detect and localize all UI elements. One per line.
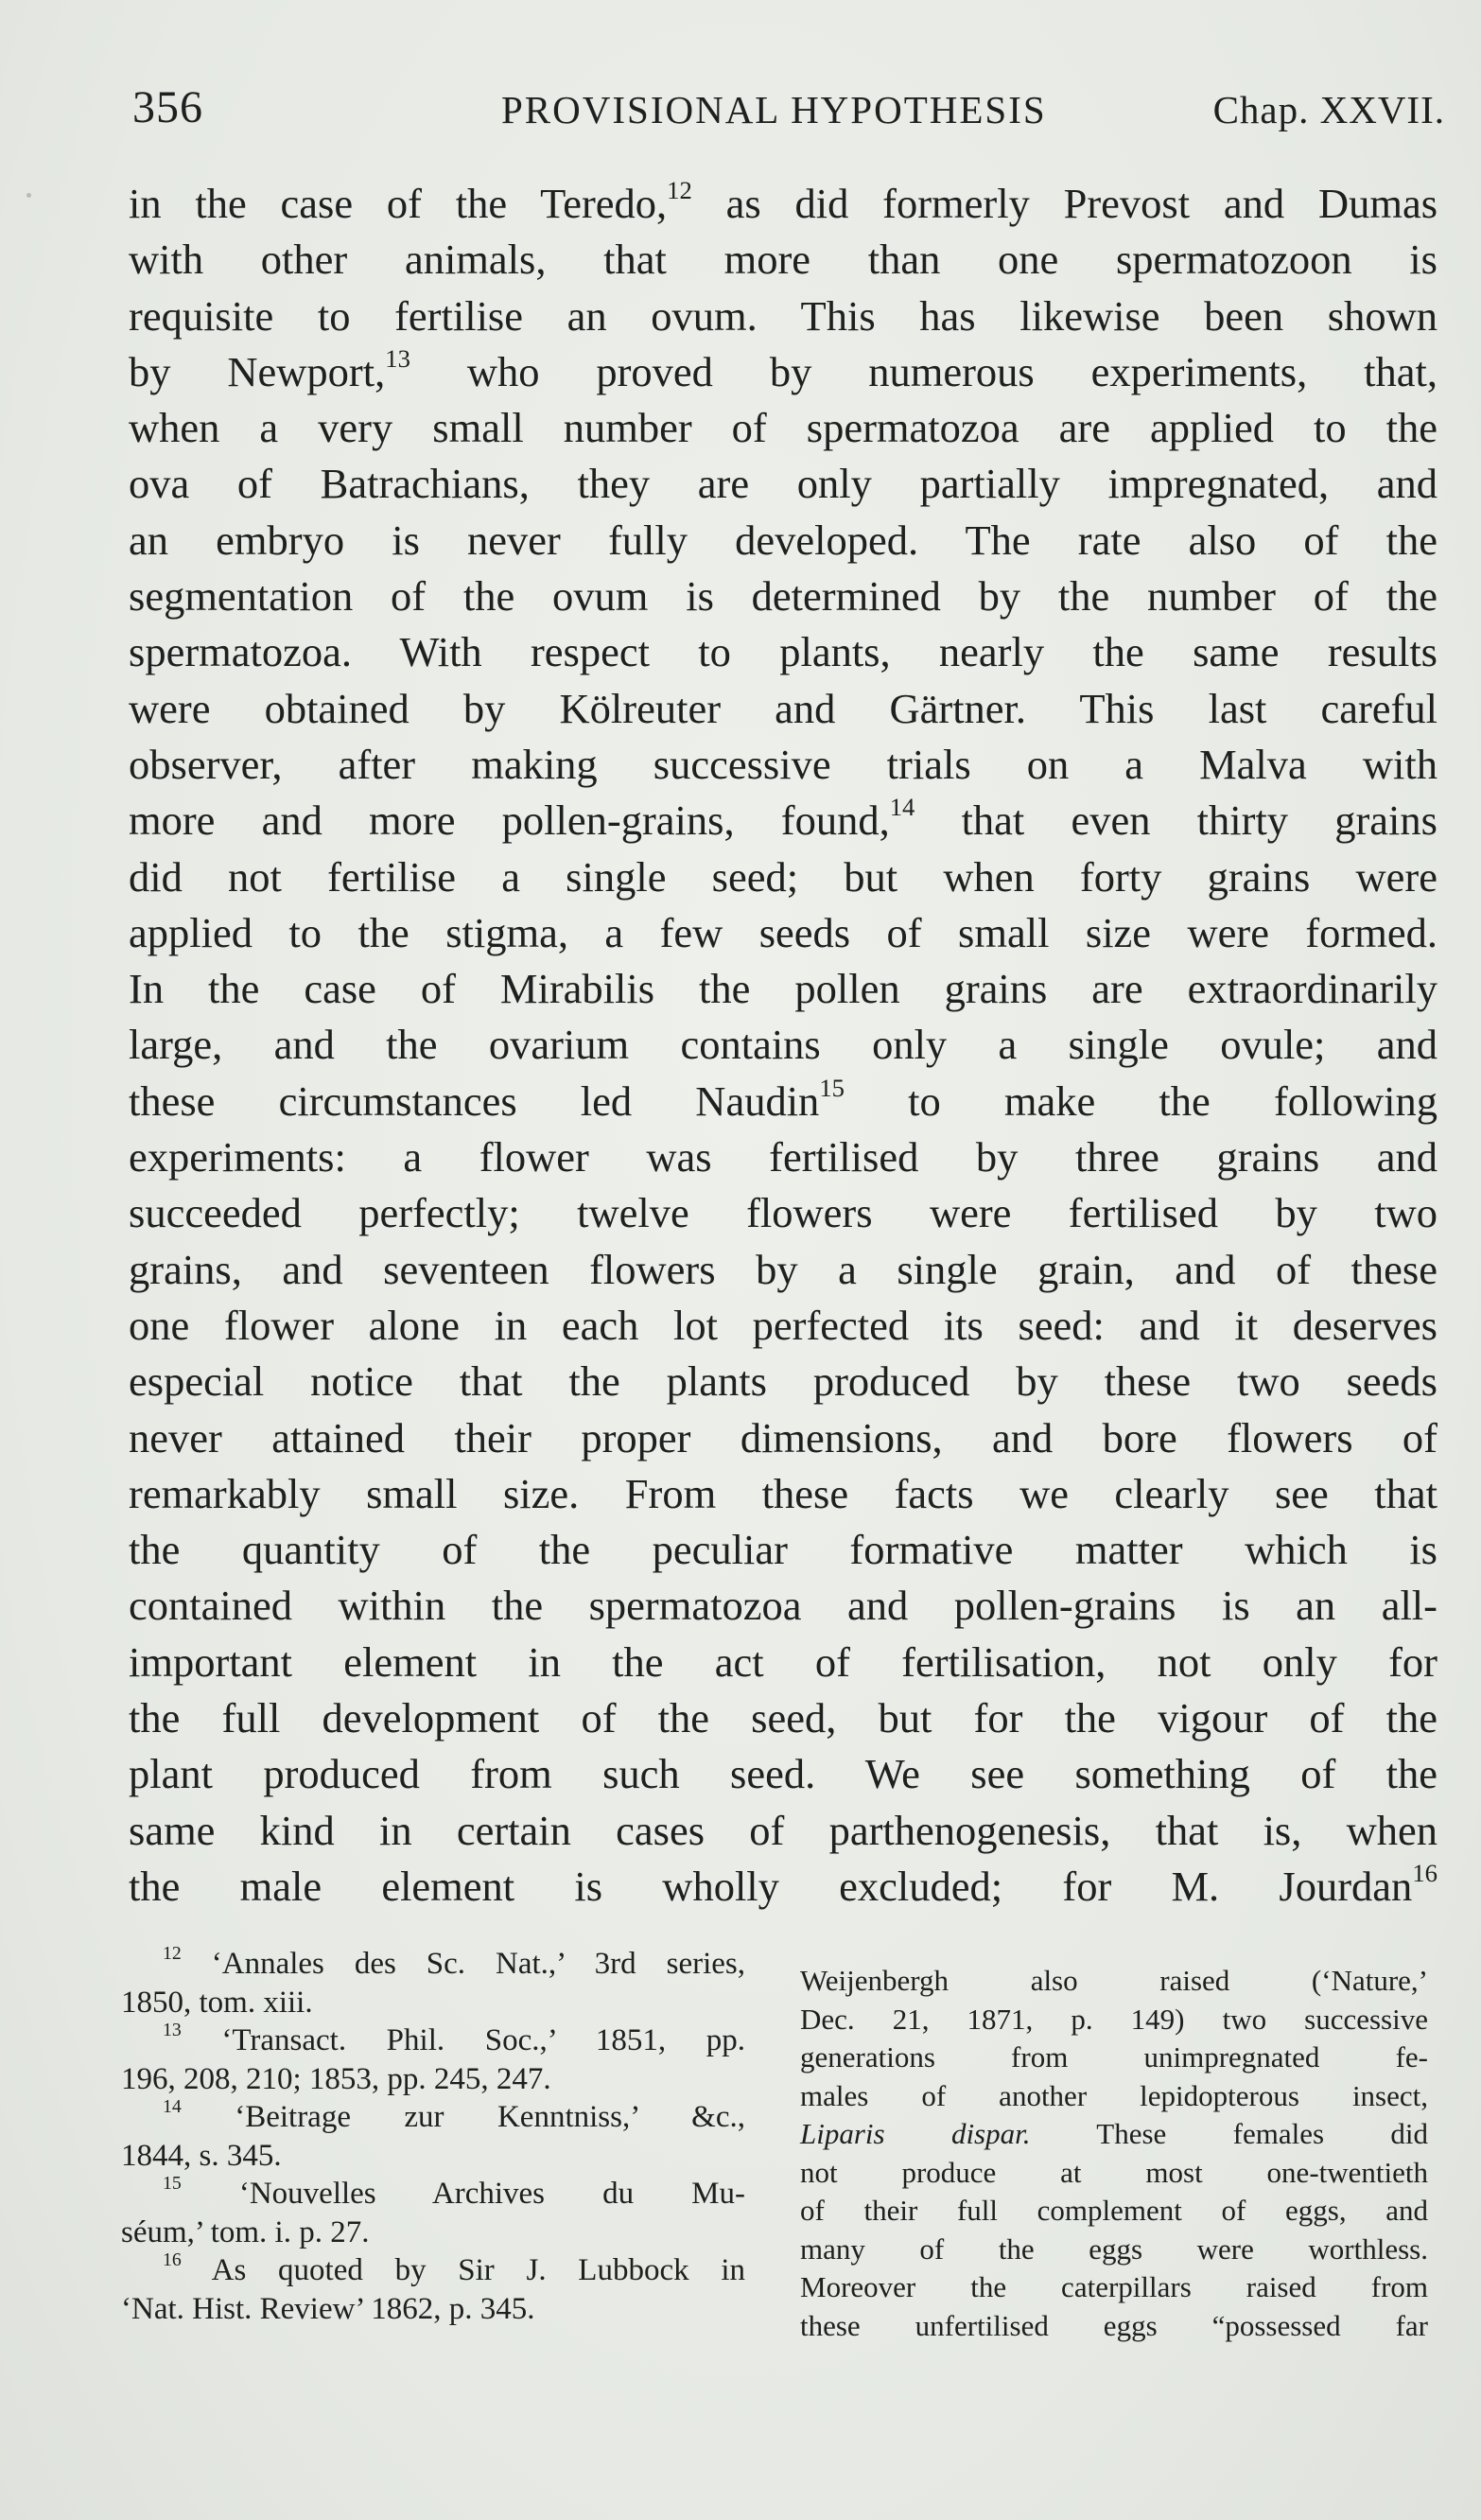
footnote-line bbox=[800, 2115, 1428, 2154]
footnote-line bbox=[121, 1945, 745, 1984]
body-line-text: segmentation of the ovum is determined by the number of the bbox=[129, 572, 1437, 621]
body-line bbox=[129, 1410, 1437, 1466]
body-line bbox=[129, 1242, 1437, 1298]
body-line-text: contained within the spermatozoa and pollen-grains is an all- bbox=[129, 1582, 1437, 1630]
body-line-text: experiments: a flower was fertilised by three grains and bbox=[129, 1133, 1437, 1181]
footnote-line bbox=[800, 2307, 1428, 2346]
body-line-text: same kind in certain cases of parthenogenesis, that is, when bbox=[129, 1806, 1437, 1854]
footnote-line bbox=[121, 2290, 745, 2329]
body-line bbox=[129, 1354, 1437, 1409]
footnote-text: Dec. 21, 1871, p. 149) two successive bbox=[800, 2002, 1428, 2036]
body-line-text: more and more pollen-grains, found, bbox=[129, 796, 890, 845]
body-line-text: to make the following bbox=[845, 1076, 1437, 1125]
body-line-text: did not fertilise a single seed; but when forty grains were bbox=[129, 852, 1437, 901]
footnote-text: Weijenbergh also raised (‘Nature,’ bbox=[800, 1964, 1428, 1997]
footnote-text: many of the eggs were worthless. bbox=[800, 2231, 1428, 2266]
footnote-text: ‘Nat. Hist. Review’ 1862, p. 345. bbox=[121, 2291, 535, 2326]
body-line bbox=[129, 513, 1437, 569]
footnote-text: not produce at most one-twentieth bbox=[800, 2155, 1428, 2189]
body-line-text: never attained their proper dimensions, and bore flowers of bbox=[129, 1413, 1437, 1461]
body-line-text: who proved by numerous experiments, that, bbox=[409, 347, 1437, 395]
footnote-marker: 12 bbox=[667, 175, 692, 204]
body-line bbox=[129, 1690, 1437, 1746]
body-line-text: remarkably small size. From these facts we clearly see that bbox=[129, 1469, 1437, 1517]
body-line bbox=[129, 176, 1437, 232]
body-line-text: that even thirty grains bbox=[915, 796, 1437, 845]
footnote-line bbox=[121, 2137, 745, 2176]
body-line bbox=[129, 961, 1437, 1017]
footnote-text: these unfertilised eggs “possessed far bbox=[800, 2308, 1428, 2342]
body-line-text: large, and the ovarium contains only a single ovule; and bbox=[129, 1021, 1437, 1069]
footnote-text: 1850, tom. xiii. bbox=[121, 1985, 313, 2020]
body-line bbox=[129, 849, 1437, 905]
footnote-text: 196, 208, 210; 1853, pp. 245, 247. bbox=[121, 2061, 551, 2096]
body-text bbox=[129, 176, 1437, 1915]
body-line-text: spermatozoa. With respect to plants, nearly the same results bbox=[129, 628, 1437, 676]
body-line bbox=[129, 1298, 1437, 1354]
body-line bbox=[129, 289, 1437, 344]
footnote-text: séum,’ tom. i. p. 27. bbox=[121, 2214, 370, 2249]
footnote-line bbox=[121, 1984, 745, 2022]
footnote-number: 16 bbox=[163, 2249, 182, 2271]
body-line bbox=[129, 1859, 1437, 1915]
footnote-text: ‘Nouvelles Archives du Mu- bbox=[181, 2177, 745, 2211]
body-line-text: ova of Batrachians, they are only partially impregnated, and bbox=[129, 460, 1437, 508]
footnote-line bbox=[121, 2175, 745, 2214]
body-line-text: observer, after making successive trials on a Malva with bbox=[129, 740, 1437, 788]
chapter-label: Chap. XXVII. bbox=[1212, 88, 1445, 131]
footnote-number: 12 bbox=[163, 1943, 182, 1965]
footnote-line bbox=[800, 2077, 1428, 2116]
footnote-number: 13 bbox=[163, 2020, 182, 2041]
body-line-text: with other animals, that more than one spermatozoon is bbox=[129, 236, 1437, 284]
footnote-marker: 14 bbox=[889, 793, 915, 822]
body-line-text: applied to the stigma, a few seeds of small size were formed. bbox=[129, 908, 1437, 956]
body-line bbox=[129, 400, 1437, 456]
running-title: PROVISIONAL HYPOTHESIS bbox=[501, 88, 1047, 131]
body-line bbox=[129, 1466, 1437, 1522]
footnote-number: 15 bbox=[163, 2173, 182, 2195]
body-line-text: succeeded perfectly; twelve flowers were fertilised by two bbox=[129, 1189, 1437, 1237]
body-line-text: the full development of the seed, but for the vigour of the bbox=[129, 1694, 1437, 1742]
body-line bbox=[129, 1074, 1437, 1129]
footnote-line bbox=[121, 2098, 745, 2137]
body-line bbox=[129, 737, 1437, 793]
body-line-text: when a very small number of spermatozoa are applied to the bbox=[129, 404, 1437, 452]
body-line-text: important element in the act of fertilisation, not only for bbox=[129, 1637, 1437, 1686]
footnote-line bbox=[121, 2214, 745, 2252]
footnote-text: ‘Transact. Phil. Soc.,’ 1851, pp. bbox=[181, 2023, 745, 2057]
body-line bbox=[129, 569, 1437, 624]
footnote-line bbox=[121, 2021, 745, 2060]
body-line bbox=[129, 1017, 1437, 1073]
body-line-text: plant produced from such seed. We see something of the bbox=[129, 1750, 1437, 1798]
footnote-line bbox=[800, 2039, 1428, 2077]
body-line bbox=[129, 1746, 1437, 1802]
footnotes-left-column bbox=[121, 1945, 745, 2328]
footnote-line bbox=[121, 2060, 745, 2099]
body-line-text: In the case of Mirabilis the pollen grains are extraordinarily bbox=[129, 965, 1437, 1013]
body-line bbox=[129, 793, 1437, 849]
footnote-line bbox=[800, 2001, 1428, 2039]
body-line bbox=[129, 1803, 1437, 1859]
body-line bbox=[129, 905, 1437, 961]
body-line-text: especial notice that the plants produced by these two seeds bbox=[129, 1357, 1437, 1406]
footnote-line bbox=[800, 2154, 1428, 2193]
footnote-number: 14 bbox=[163, 2096, 182, 2118]
body-line bbox=[129, 1635, 1437, 1690]
footnote-line bbox=[800, 1962, 1428, 2001]
body-line-text: were obtained by Kölreuter and Gärtner. This last careful bbox=[129, 684, 1437, 732]
footnotes-right-column bbox=[800, 1962, 1428, 2345]
body-line bbox=[129, 681, 1437, 737]
body-line bbox=[129, 232, 1437, 288]
running-header bbox=[132, 81, 1445, 138]
footnote-text: ‘Annales des Sc. Nat.,’ 3rd series, bbox=[181, 1947, 745, 1981]
body-line-text: one flower alone in each lot perfected its seed: and it deserves bbox=[129, 1301, 1437, 1349]
footnote-text: As quoted by Sir J. Lubbock in bbox=[181, 2253, 745, 2287]
footnote-line bbox=[800, 2231, 1428, 2269]
body-line bbox=[129, 1129, 1437, 1185]
body-line bbox=[129, 1578, 1437, 1634]
body-line-text: by Newport, bbox=[129, 347, 386, 395]
body-line bbox=[129, 1522, 1437, 1578]
body-line bbox=[129, 624, 1437, 680]
body-line-text: these circumstances led Naudin bbox=[129, 1076, 820, 1125]
footnote-text: of their full complement of eggs, and bbox=[800, 2194, 1428, 2227]
page-number: 356 bbox=[132, 82, 203, 132]
footnote-text: ‘Beitrage zur Kenntniss,’ &c., bbox=[181, 2100, 745, 2134]
body-line-text: the male element is wholly excluded; for M. Jourdan bbox=[129, 1862, 1413, 1910]
body-line-text: the quantity of the peculiar formative matter which is bbox=[129, 1526, 1437, 1574]
body-line-text: an embryo is never fully developed. The rate also of the bbox=[129, 516, 1437, 564]
body-line bbox=[129, 344, 1437, 400]
footnote-line bbox=[800, 2192, 1428, 2231]
body-line-text: in the case of the Teredo, bbox=[129, 180, 668, 227]
footnote-italic-text: Liparis dispar. bbox=[800, 2117, 1031, 2150]
footnote-marker: 15 bbox=[819, 1073, 845, 1102]
footnote-marker: 13 bbox=[385, 343, 410, 373]
footnote-text: 1844, s. 345. bbox=[121, 2138, 282, 2173]
footnote-line bbox=[800, 2268, 1428, 2307]
body-line bbox=[129, 1185, 1437, 1241]
footnote-line bbox=[121, 2251, 745, 2290]
body-line-text: requisite to fertilise an ovum. This has likewise been shown bbox=[129, 291, 1437, 340]
footnote-text: These females did bbox=[1030, 2117, 1428, 2150]
body-line bbox=[129, 456, 1437, 512]
footnote-marker: 16 bbox=[1412, 1858, 1437, 1887]
footnote-text: generations from unimpregnated fe- bbox=[800, 2040, 1428, 2074]
paper-blemish bbox=[26, 193, 31, 198]
body-line-text: as did formerly Prevost and Dumas bbox=[691, 180, 1438, 227]
footnote-text: males of another lepidopterous insect, bbox=[800, 2078, 1428, 2112]
body-line-text: grains, and seventeen flowers by a single grain, and of these bbox=[129, 1245, 1437, 1293]
footnote-text: Moreover the caterpillars raised from bbox=[800, 2270, 1428, 2303]
